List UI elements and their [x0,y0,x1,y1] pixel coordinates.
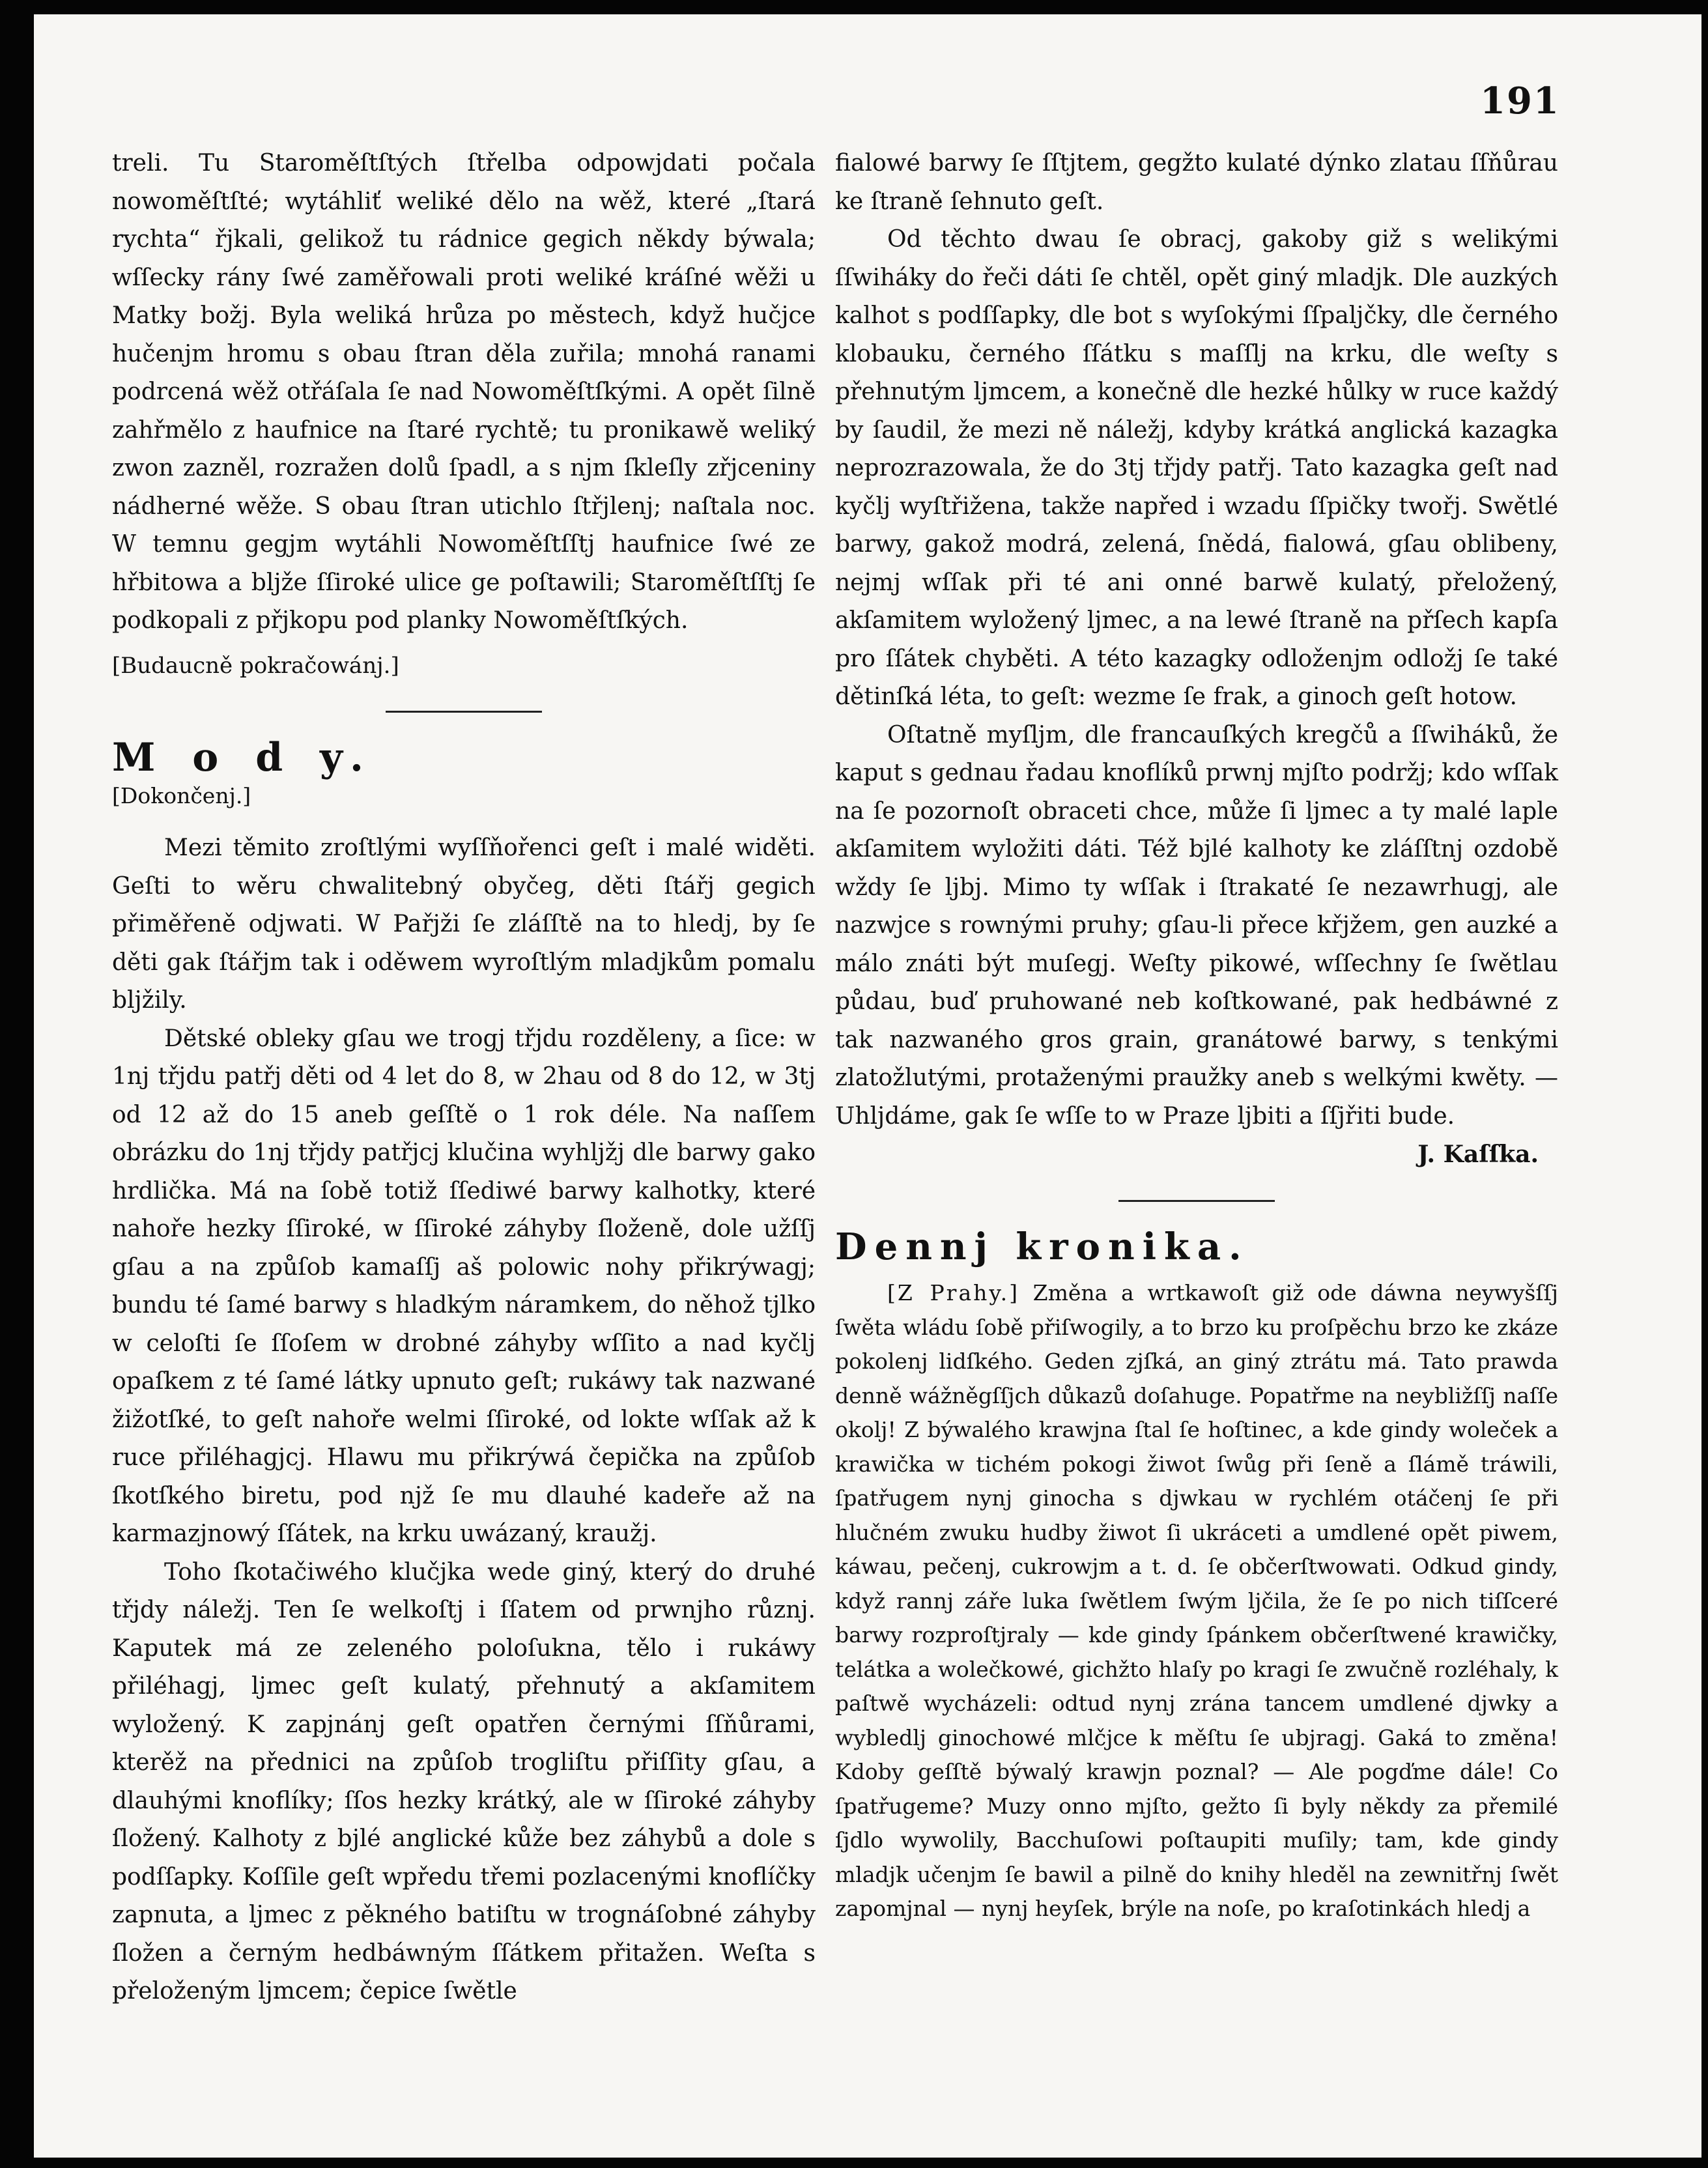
chronicle-lead: [Z Prahy.] [887,1280,1019,1305]
divider-rule [386,711,542,713]
right-column [835,145,1558,1926]
fashion-paragraph-2: Dětské obleky gſau we trogj třjdu rozděleny, a ſice: w 1nj třjdu patřj děti od 4 let do 8, w 2hau od 8 do 12, w 3tj od 12 až do 15 aneb geſſtě o 1 rok déle. Na naſſem obrázku do 1nj třjdy patřjcj klučina wyhljžj dle barwy gako hrdlička. Má na ſobě totiž ſſediwé barwy kalhotky, které nahoře hezky ſſiroké, w ſſiroké záhyby ſloženě, dole užſſj gſau a na způſob kamaſſj aš polowic nohy přikrýwagj; bundu té ſamé barwy s hladkým náramkem, do něhož tjlko w celoſti ſe ſſoſem w drobné záhyby wſſito a nad kyčlj opaſkem z té ſamé látky upnuto geſt; rukáwy tak nazwané žižotſké, to geſt nahoře welmi ſſiroké, od lokte wſſak až k ruce přiléhagjcj. Hlawu mu přikrýwá čepička na způſob ſkotſkého biretu, pod njž ſe mu dlauhé kadeře až na karmazjnowý ſſátek, na krku uwázaný, kraužj. [112,1025,816,1547]
section-title-mody: M o d y. [112,735,375,780]
fashion-paragraph-4: fialowé barwy ſe ſſtjtem, gegžto kulaté dýnko zlatau ſſňůrau ke ſtraně ſehnuto geſt. [835,150,1558,215]
fashion-paragraph-1: Mezi těmito zroſtlými wyſſňořenci geſt i malé widěti. Geſti to wěru chwalitebný obyčeg, děti ſtářj gegich přiměřeně odjwati. W Pařjži ſe zláſſtě na to hledj, by ſe děti gak ſtářjm tak i oděwem wyroſtlým mladjkům pomalu bljžily. [112,834,816,1014]
section-title-kronika: Dennj kronika. [835,1225,1249,1268]
battle-paragraph: treli. Tu Staroměſtſtých ſtřelba odpowjdati počala nowoměſtſté; wytáhliť weliké dělo na wěž, které „ſtará rychta“ řjkali, gelikož tu rádnice gegich někdy býwala; wſſecky rány ſwé zaměřowali proti weliké kráſné wěži u Matky božj. Byla weliká hrůza po městech, když hučjce hučenjm hromu s obau ſtran děla zuřila; mnohá ranami podrcená wěž otřáſala ſe nad Nowoměſtſkými. A opět ſilně zahřmělo z haufnice na ſtaré rychtě; tu pronikawě weliký zwon zazněl, rozražen dolů ſpadl, a s njm ſkleſly zřjceniny nádherné wěže. S obau ſtran utichlo ſtřjlenj; naſtala noc. W temnu gegjm wytáhli Nowoměſtſſtj haufnice ſwé ze hřbitowa a bljže ſſiroké ulice ge poſtawili; Staroměſtſſtj ſe podkopali z přjkopu pod planky Nowoměſtſkých. [112,150,816,634]
chronicle-text: Změna a wrtkawoſt giž ode dáwna neywyšſſj ſwěta wládu ſobě přiſwogily, a to brzo ku proſpěchu brzo ke zkáze pokolenj lidſkého. Geden zjſká, an giný ztrátu má. Tato prawda denně wážněgſſjch důkazů doſahuge. Popatřme na neybližſſj naſſe okolj! Z býwalého krawjna ſtal ſe hoſtinec, a kde gindy woleček a krawička w tichém pokogi žiwot ſwůg při ſeně a ſlámě tráwili, ſpatřugem nynj ginocha s djwkau w rychlém otáčenj ſe při hlučném zwuku hudby žiwot ſi ukráceti a umdlené opět piwem, káwau, pečenj, cukrowjm a t. d. ſe občerſtwowati. Odkud gindy, když rannj záře luka ſwětlem ſwým ljčila, že ſe po nich tiſſceré barwy rozproſtjraly — kde gindy ſpánkem občerſtwené krawičky, telátka a wolečkowé, gichžto hlaſy po kragi ſe zwučně rozléhaly, k paſtwě wycházeli: odtud nynj zrána tancem umdlené djwky a wybledlj ginochowé mlčjce k měſtu ſe ubjragj. Gaká to změna! Kdoby geſſtě býwalý krawjn poznal? — Ale pogďme dále! Co ſpatřugeme? Muzy onno mjſto, gežto ſi byly někdy za přemilé ſjdlo wywolily, Bacchuſowi poſtaupiti muſily; tam, kde gindy mladjk učenjm ſe bawil a pilně do knihy hleděl na zewnitřnj ſwět zapomjnal — nynj heyſek, brýle na noſe, po kraſotinkách hledj a [835,1280,1558,1921]
fashion-paragraph-5: Od těchto dwau ſe obracj, gakoby giž s welikými ſſwiháky do řeči dáti ſe chtěl, opět giný mladjk. Dle auzkých kalhot s podſſapky, dle bot s wyſokými ſſpaljčky, dle černého klobauku, černého ſſátku s maſſlj na krku, dle weſty s přehnutým ljmcem, a konečně dle hezké hůlky w ruce každý by ſaudil, že mezi ně náležj, kdyby krátká anglická kazagka neprozrazowala, že do 3tj třjdy patřj. Tato kazagka geſt nad kyčlj wyſtřižena, takže napřed i wzadu ſſpičky twořj. Swětlé barwy, gakož modrá, zelená, ſnědá, fialowá, gſau oblibeny, nejmj wſſak při té ani onné barwě kulatý, přeložený, akſamitem wyložený ljmec, a na lewé ſtraně na přſech kapſa pro ſſátek chyběti. A této kazagky odloženjm odložj ſe také dětinſká léta, to geſt: wezme ſe frak, a ginoch geſt hotow. [835,226,1558,710]
signature-line [835,1135,1558,1174]
continued-note: [Budaucně pokračowánj.] [112,652,399,679]
section-subtitle-dokonceni: [Dokončenj.] [112,782,251,808]
divider-rule-2 [1118,1200,1275,1202]
fashion-paragraph-3: Toho ſkotačiwého klučjka wede giný, který do druhé třjdy náležj. Ten ſe welkoſtj i ſſatem od prwnjho různj. Kaputek má ze zeleného poloſukna, tělo i rukáwy přiléhagj, ljmec geſt kulatý, přehnutý a akſamitem wyložený. K zapjnánj geſt opatřen černými ſſňůrami, kterěž na přednici na způſob trogliſtu přiſſity gſau, a dlauhými knoflíky; ſſos hezky krátký, ale w ſſiroké záhyby ſložený. Kalhoty z bjlé anglické kůže bez záhybů a dole s podſſapky. Koſſile geſt wpředu třemi pozlacenými knoflíčky zapnuta, a ljmec z pěkného batiſtu w trognáſobné záhyby ſložen a černým hedbáwným ſſátkem přitažen. Weſta s přeloženým ljmcem; čepice ſwětle [112,1558,816,2004]
author-signature: J. Kaſſka. [1417,1141,1539,1168]
fashion-paragraph-6: Oſtatně myſljm, dle francauſkých kregčů a ſſwiháků, že kaput s gednau řadau knoflíků prwnj mjſto podržj; kdo wſſak na ſe pozornoſt obraceti chce, může ſi ljmec a ty malé laple akſamitem wyložiti dáti. Též bjlé kalhoty ke zláſſtnj ozdobě wždy ſe ljbj. Mimo ty wſſak i ſtrakaté ſe nezawrhugj, ale nazwjce s rownými pruhy; gſau-li přece křjžem, gen auzké a málo znáti být muſegj. Weſty pikowé, wſſechny ſe ſwětlau půdau, buď pruhowané neb koſtkowané, pak hedbáwné z tak nazwaného gros grain, granátowé barwy, s tenkými zlatožlutými, protaženými praužky aneb s welkými kwěty. — Uhljdáme, gak ſe wſſe to w Praze ljbiti a ſſjřiti bude. [835,721,1558,1130]
chronicle-paragraph [835,1276,1558,1926]
left-column [112,145,816,2011]
page-number: 191 [1480,79,1560,122]
newspaper-page [34,14,1701,2158]
